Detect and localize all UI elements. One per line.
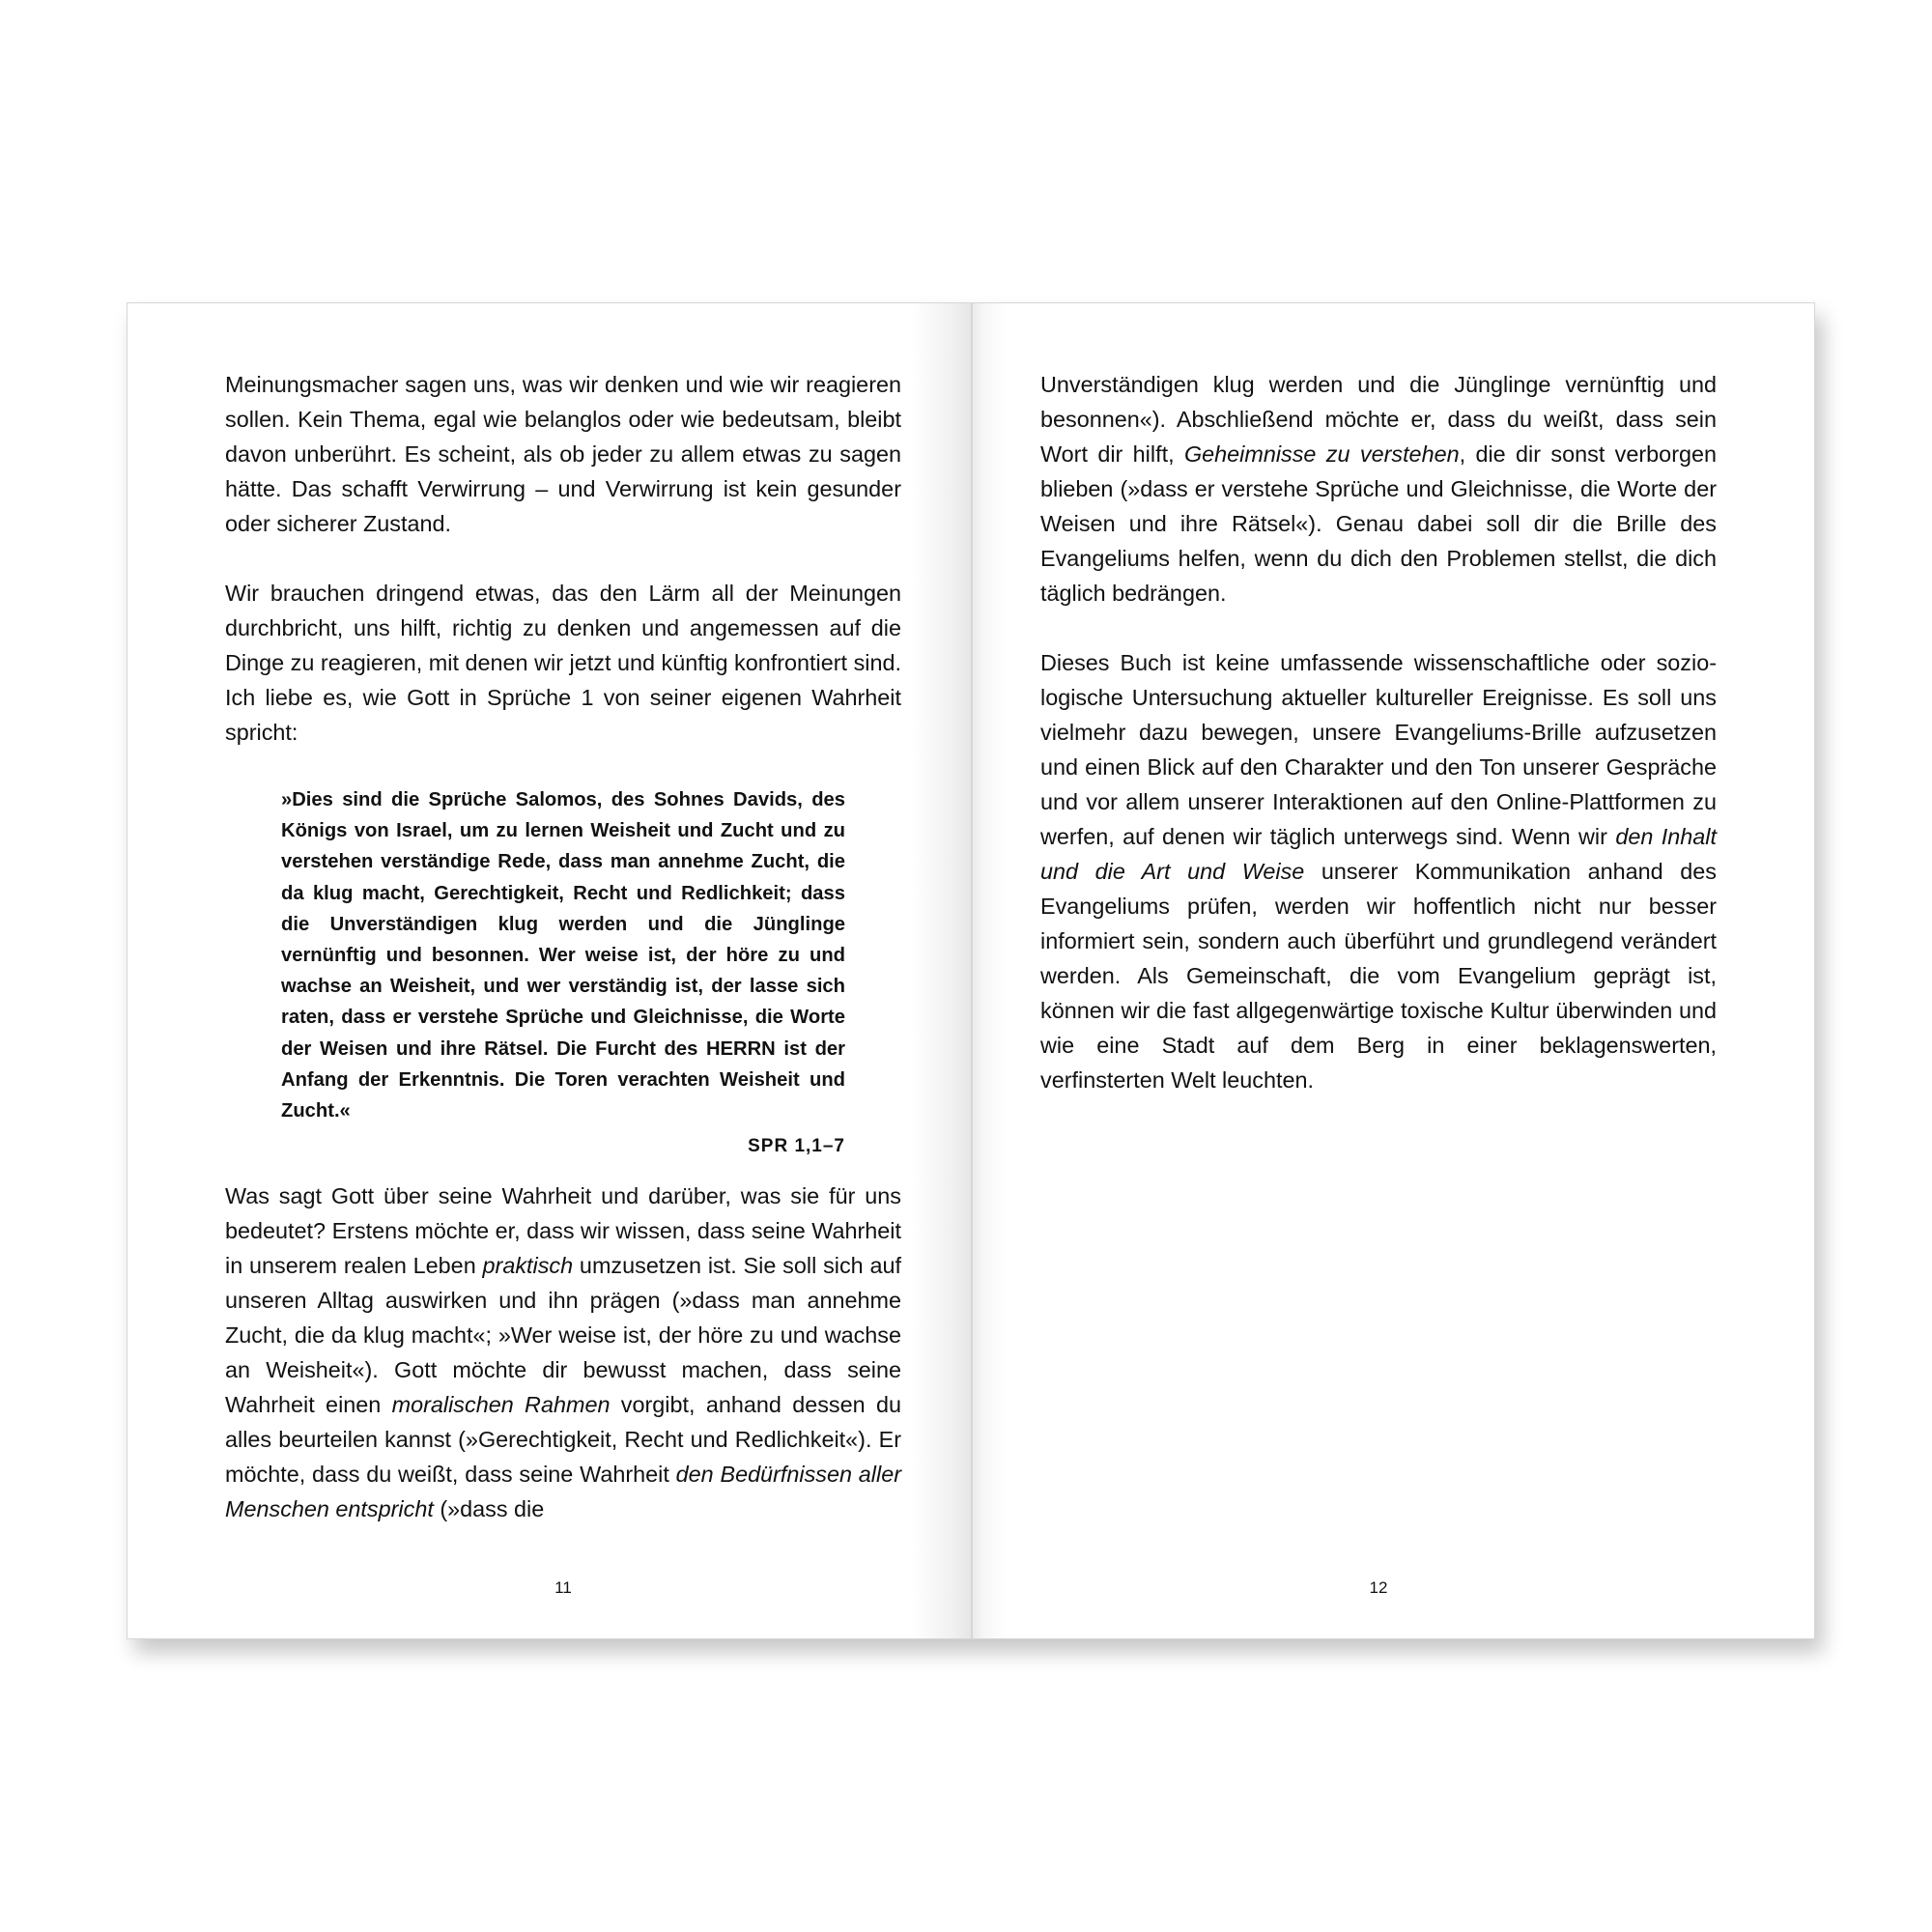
right-page [972, 302, 1815, 1639]
text-run: (»dass die [433, 1496, 545, 1522]
page-number-right: 12 [1369, 1578, 1388, 1597]
bible-quote-reference: SPR 1,1–7 [748, 1136, 845, 1157]
left-paragraph-1: Meinungsmacher sagen uns, was wir denken und wie wir reagieren sollen. Kein Thema, egal wie belanglos oder wie bedeutsam, bleibt davon unberührt. Es scheint, als ob jeder zu allem etwas zu sagen hätte. Das schafft Verwirrung – und Verwirrung ist kein gesunder oder sicherer Zustand. [225, 372, 901, 536]
emphasis: den Bedürfnissen aller Menschen entspricht [225, 1462, 901, 1522]
left-text-block [225, 367, 901, 1526]
page-number-left: 11 [554, 1578, 572, 1597]
text-run: Was sagt Gott über seine Wahrheit und darüber, was sie für uns bedeutet? Erstens möchte er, dass wir wissen, dass seine Wahrheit in unserem realen Leben [225, 1183, 901, 1279]
text-run: unserer Kommunikation anhand des Evangeliums prüfen, werden wir hoffentlich nicht nur besser informiert sein, sondern auch überführt und grundlegend verändert werden. Als Gemeinschaft, die vom Evangelium geprägt ist, können wir die fast allgegenwärtige toxische Kultur überwinden und wie eine Stadt auf dem Berg in einer beklagenswerten, verfinsterten Welt leuchten. [1040, 859, 1717, 1093]
text-run: Dieses Buch ist keine umfassende wissenschaftliche oder soziologische Untersuchung aktueller kultureller Ereignisse. Es soll uns vielmehr dazu bewegen, unsere Evangeliums-Brille aufzusetzen und einen Blick auf den Charakter und den Ton unserer Gespräche und vor allem unserer Interaktionen auf den Online-Plattformen zu werfen, auf denen wir täglich unterwegs sind. Wenn wir [1040, 650, 1717, 849]
text-run: Unverständigen klug werden und die Jünglinge vernünftig und besonnen«). Abschließend möchte er, dass du weißt, dass sein Wort dir hilft, [1040, 372, 1717, 467]
right-paragraph-1 [1040, 367, 1717, 611]
left-paragraph-3 [225, 1179, 901, 1526]
left-paragraph-2: Wir brauchen dringend etwas, das den Lärm all der Meinungen durchbricht, uns hilft, richtig zu denken und angemessen auf die Dinge zu reagieren, mit denen wir jetzt und künftig konfrontiert sind. Ich liebe es, wie Gott in Sprüche 1 von seiner eigenen Wahrheit spricht: [225, 581, 901, 745]
left-page [127, 302, 972, 1639]
bible-quote [281, 784, 845, 1157]
emphasis: den Inhalt und die Art und Weise [1040, 824, 1717, 884]
text-run: vorgibt, anhand dessen du alles beurteilen kannst (»Gerechtigkeit, Recht und Redlichkeit«). Er möchte, dass du weißt, dass seine Wahrheit [225, 1392, 901, 1488]
emphasis: praktisch [482, 1253, 574, 1279]
right-text-block [1040, 367, 1717, 1097]
text-run: , die dir sonst verborgen blieben (»dass er verstehe Sprüche und Gleichnisse, die Worte der Weisen und ihre Rätsel«). Genau dabei soll dir die Brille des Evangeliums helfen, wenn du dich den Problemen stellst, die dich täglich bedrängen. [1040, 441, 1718, 606]
text-run: umzusetzen ist. Sie soll sich auf unseren Alltag auswirken und ihn prägen (»dass man annehme Zucht, die da klug macht«; »Wer weise ist, der höre zu und wachse an Weisheit«). Gott möchte dir bewusst machen, dass seine Wahrheit einen [225, 1253, 901, 1418]
emphasis: Geheimnisse zu verstehen [1183, 441, 1460, 467]
book-spread [127, 302, 1815, 1639]
right-paragraph-2 [1040, 645, 1717, 1097]
emphasis: moralischen Rahmen [391, 1392, 611, 1418]
bible-quote-text: »Dies sind die Sprüche Salomos, des Sohnes Davids, des Königs von Israel, um zu lernen Weisheit und Zucht und zu verstehen verständige Rede, dass man annehme Zucht, die da klug macht, Gerechtigkeit, Recht und Redlichkeit; dass die Unverständigen klug werden und die Jünglinge vernünftig und besonnen. Wer weise ist, der höre zu und wachse an Weisheit, und wer verständig ist, der lasse sich raten, dass er verstehe Sprüche und Gleichnisse, die Worte der Weisen und ihre Rätsel. Die Furcht des HERRN ist der Anfang der Erkenntnis. Die Toren verachten Weisheit und Zucht.« [281, 789, 845, 1122]
